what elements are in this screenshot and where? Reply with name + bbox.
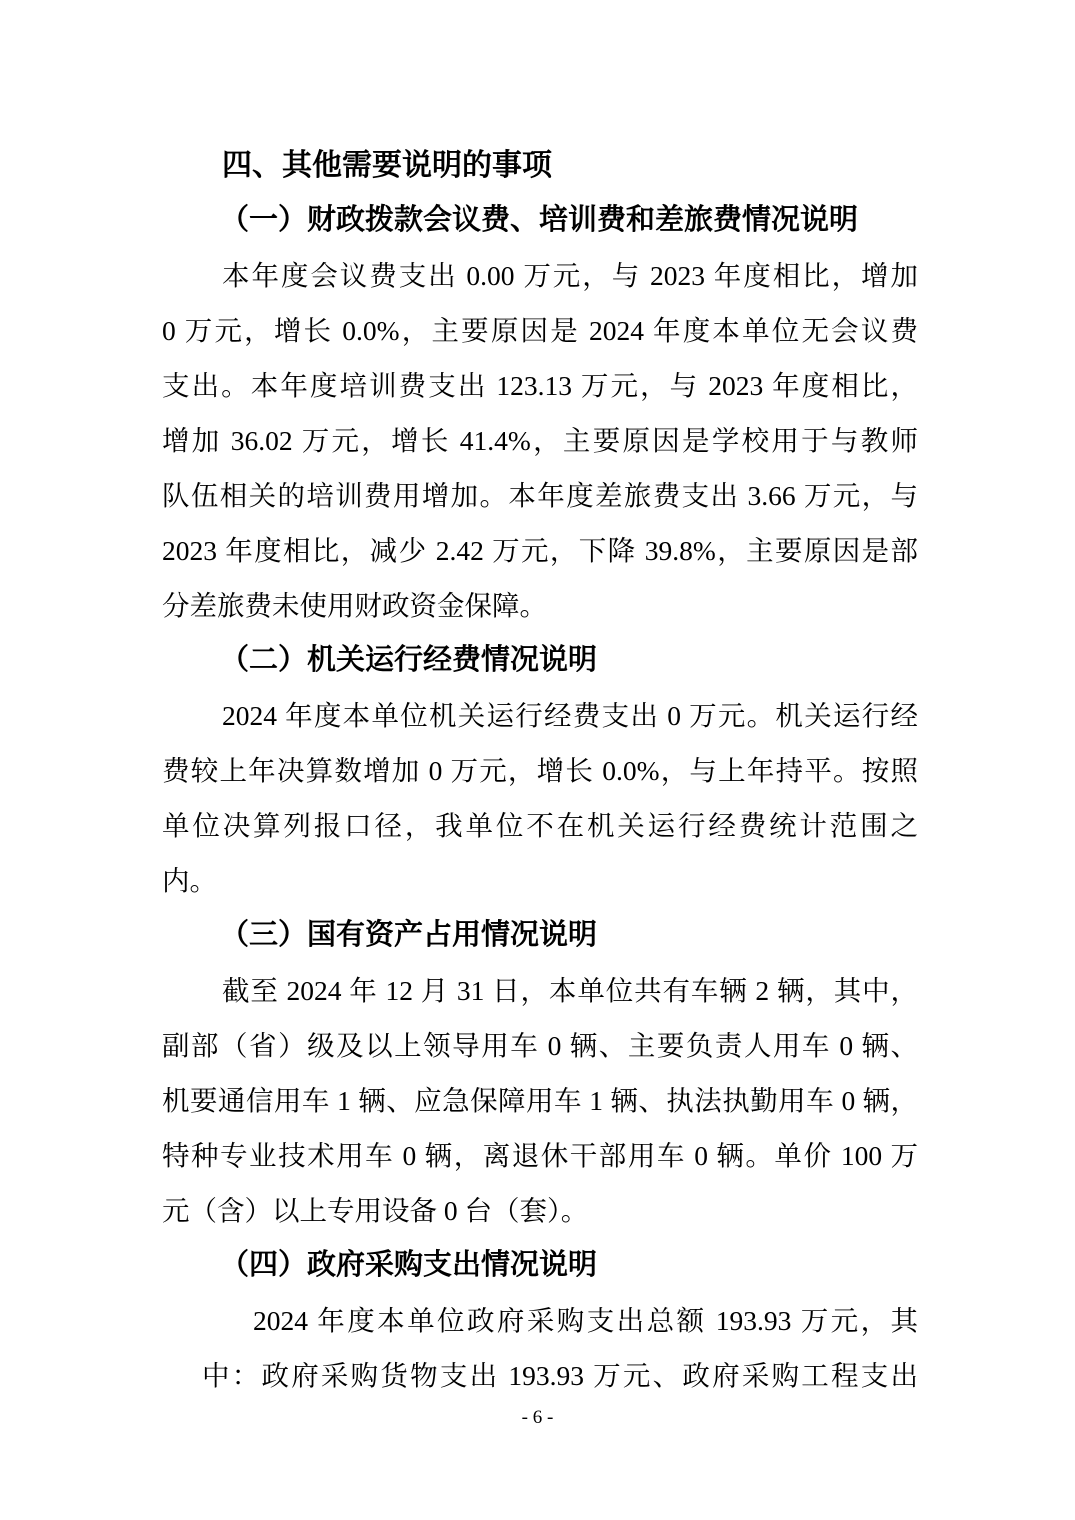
sections-container <box>162 193 918 1403</box>
paragraph-line: 内。 <box>162 865 217 896</box>
paragraph-line: 机要通信用车 1 辆、应急保障用车 1 辆、执法执勤用车 0 辆， <box>162 1085 918 1116</box>
paragraph-line: 分差旅费未使用财政资金保障。 <box>162 590 547 621</box>
paragraph-line: 2024 年度本单位政府采购支出总额 193.93 万元，其 <box>253 1305 918 1336</box>
paragraph-line: 特种专业技术用车 0 辆，离退休干部用车 0 辆。单价 100 万 <box>162 1140 918 1171</box>
paragraph-line: 增加 36.02 万元，增长 41.4%，主要原因是学校用于与教师 <box>162 425 918 456</box>
paragraph-line: 本年度会议费支出 0.00 万元，与 2023 年度相比，增加 <box>222 260 918 291</box>
paragraph-line: 中：政府采购货物支出 193.93 万元、政府采购工程支出 <box>202 1360 918 1391</box>
paragraph-line: 队伍相关的培训费用增加。本年度差旅费支出 3.66 万元，与 <box>162 480 918 511</box>
paragraph-line: 2023 年度相比，减少 2.42 万元，下降 39.8%，主要原因是部 <box>162 535 918 566</box>
paragraph-line: 支出。本年度培训费支出 123.13 万元，与 2023 年度相比， <box>162 370 918 401</box>
paragraph-line: 2024 年度本单位机关运行经费支出 0 万元。机关运行经 <box>222 700 918 731</box>
paragraph-line: 副部（省）级及以上领导用车 0 辆、主要负责人用车 0 辆、 <box>162 1030 918 1061</box>
subsection-heading: （三）国有资产占用情况说明 <box>220 919 598 951</box>
paragraph-line: 截至 2024 年 12 月 31 日，本单位共有车辆 2 辆，其中， <box>222 975 918 1006</box>
page-number: - 6 - <box>521 1407 554 1428</box>
subsection-heading: （二）机关运行经费情况说明 <box>220 644 598 676</box>
paragraph-line: 0 万元，增长 0.0%，主要原因是 2024 年度本单位无会议费 <box>162 315 918 346</box>
document-body <box>162 138 918 1403</box>
paragraph-line: 元（含）以上专用设备 0 台（套）。 <box>162 1195 589 1226</box>
chapter-heading: 四、其他需要说明的事项 <box>222 149 552 182</box>
subsection-heading: （一）财政拨款会议费、培训费和差旅费情况说明 <box>220 204 859 236</box>
paragraph-line: 费较上年决算数增加 0 万元，增长 0.0%，与上年持平。按照 <box>162 755 918 786</box>
subsection-heading: （四）政府采购支出情况说明 <box>220 1249 598 1281</box>
paragraph-line: 单位决算列报口径，我单位不在机关运行经费统计范围之 <box>162 810 918 841</box>
